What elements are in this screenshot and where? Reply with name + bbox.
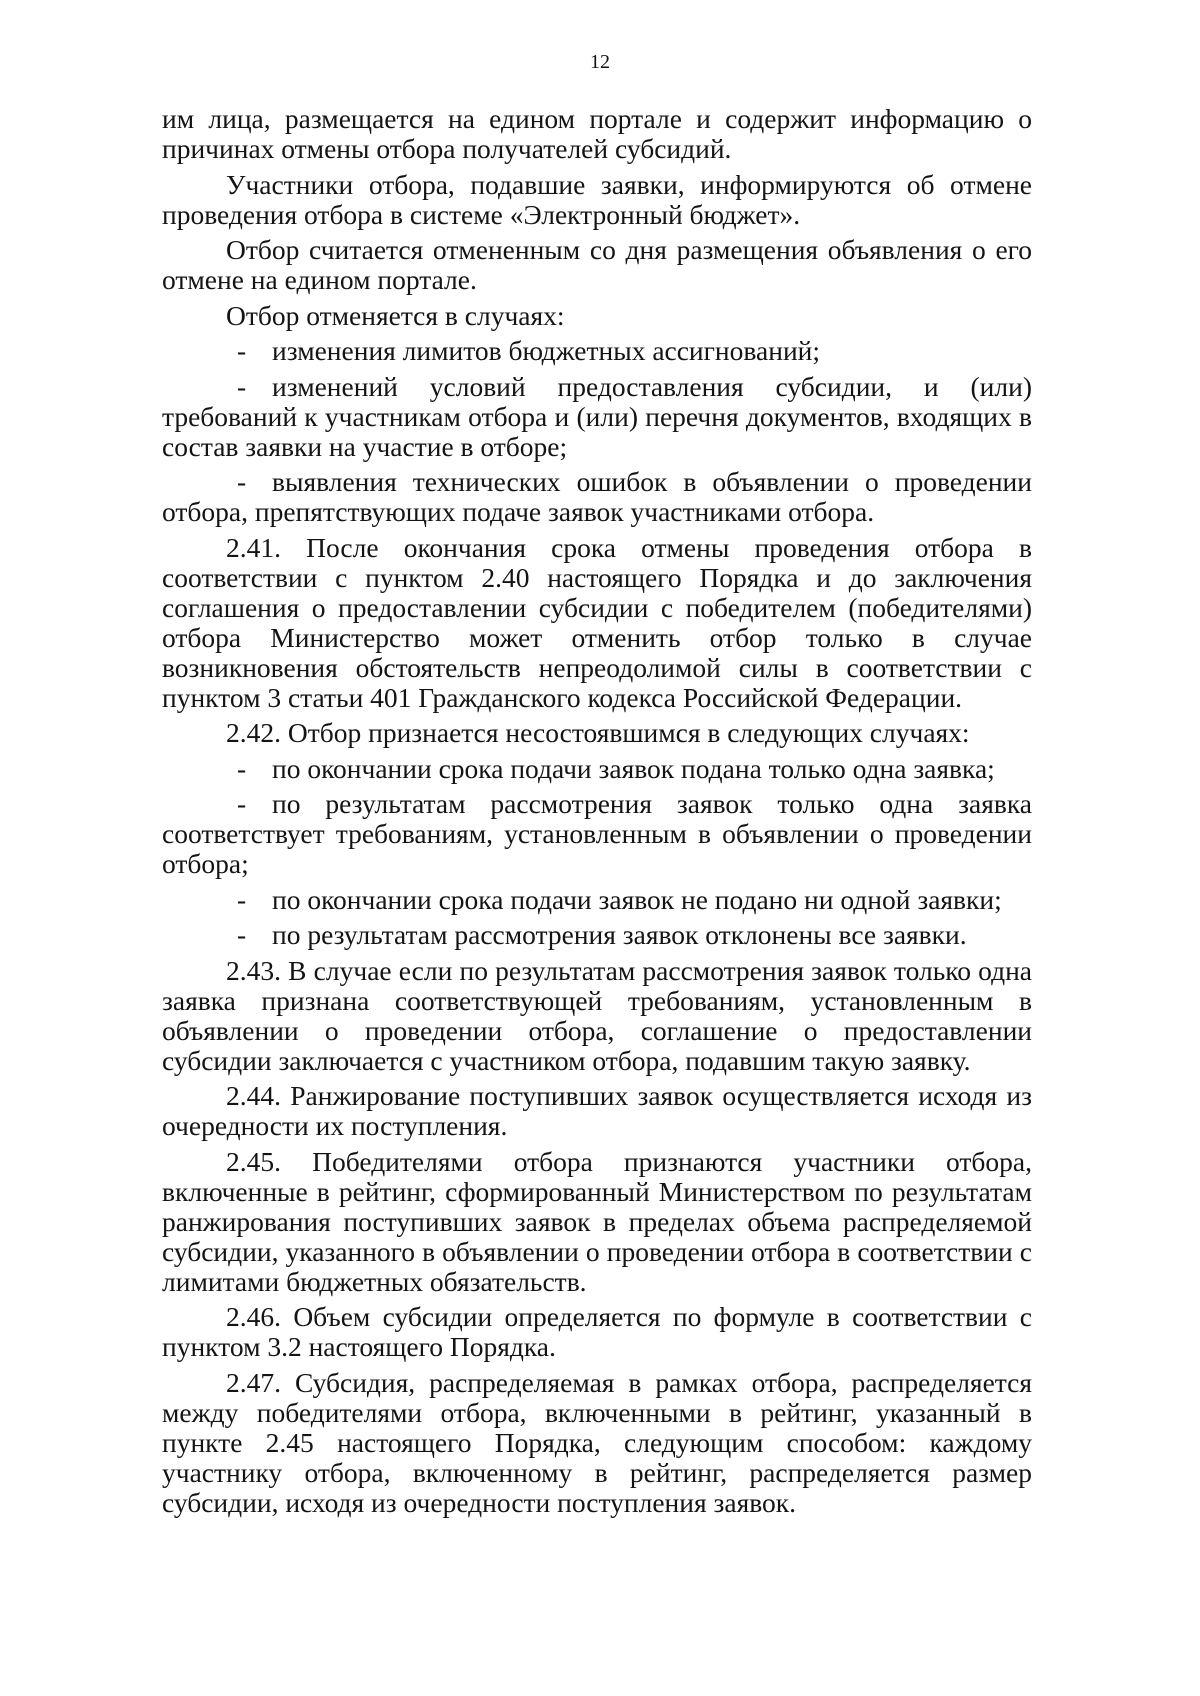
list-item — [162, 372, 1032, 462]
list-dash: - — [237, 335, 247, 366]
paragraph-text: 2.46. Объем субсидии определяется по формуле в соответствии с пунктом 3.2 настоящего Порядка. — [162, 1301, 1032, 1362]
paragraph-text: Отбор отменяется в случаях: — [226, 299, 565, 331]
list-dash: - — [237, 370, 247, 402]
list-item-text: по окончании срока подачи заявок не подано ни одной заявки; — [272, 883, 1002, 915]
list-dash: - — [237, 883, 247, 915]
paragraph-text: 2.45. Победителями отбора признаются участники отбора, включенные в рейтинг, сформированный Министерством по результатам ранжирования поступивших заявок в пределах объема распределяемой субсидии, указанного в объявлении о проведении отбора в соответствии с лимитами бюджетных обязательств. — [162, 1145, 1032, 1297]
paragraph-continuation — [162, 104, 1032, 164]
list-item-text: выявления технических ошибок в объявлении о проведении отбора, препятствующих подаче заявок участниками отбора. — [162, 466, 1032, 527]
list-dash: - — [237, 466, 247, 497]
paragraph — [162, 235, 1032, 295]
page-number: 12 — [590, 51, 610, 73]
list-item-text: изменения лимитов бюджетных ассигнований; — [272, 335, 821, 366]
list-item — [162, 920, 1032, 950]
paragraph — [162, 1081, 1032, 1141]
paragraph — [162, 1147, 1032, 1297]
paragraph — [162, 170, 1032, 230]
paragraph-text: им лица, размещается на едином портале и содержит информацию о причинах отмены отбора получателей субсидий. — [162, 103, 1032, 164]
list-item-text: изменений условий предоставления субсидии, и (или) требований к участникам отбора и (или) перечня документов, входящих в состав заявки на участие в отборе; — [162, 370, 1032, 462]
paragraph-text: 2.41. После окончания срока отмены проведения отбора в соответствии с пунктом 2.40 настоящего Порядка и до заключения соглашения о предоставлении субсидии с победителем (победителями) отбора Министерство может отменить отбор только в случае возникновения обстоятельств непреодолимой силы в соответствии с пунктом 3 статьи 401 Гражданского кодекса Российской Федерации. — [162, 531, 1032, 713]
paragraph-text: 2.43. В случае если по результатам рассмотрения заявок только одна заявка признана соответствующей требованиям, установленным в объявлении о проведении отбора, соглашение о предоставлении субсидии заключается с участником отбора, подавшим такую заявку. — [162, 954, 1032, 1076]
paragraph — [162, 718, 1032, 748]
document-body — [162, 104, 1032, 1523]
paragraph-text: 2.42. Отбор признается несостоявшимся в следующих случаях: — [226, 717, 970, 748]
paragraph — [162, 533, 1032, 713]
list-item-text: по окончании срока подачи заявок подана только одна заявка; — [272, 752, 995, 784]
paragraph-text: 2.44. Ранжирование поступивших заявок осуществляется исходя из очередности их поступления. — [162, 1080, 1032, 1141]
paragraph-text: Участники отбора, подавшие заявки, информируются об отмене проведения отбора в системе «Электронный бюджет». — [162, 168, 1032, 230]
paragraph — [162, 956, 1032, 1076]
paragraph — [162, 1302, 1032, 1362]
list-dash: - — [237, 788, 247, 819]
list-item-text: по результатам рассмотрения заявок только одна заявка соответствует требованиям, установленным в объявлении о проведении отбора; — [162, 788, 1032, 879]
list-item — [162, 885, 1032, 915]
list-item — [162, 789, 1032, 879]
paragraph-text: Отбор считается отмененным со дня размещения объявления о его отмене на едином портале. — [162, 234, 1032, 295]
list-item — [162, 754, 1032, 784]
list-dash: - — [237, 752, 247, 784]
list-item — [162, 467, 1032, 527]
paragraph-text: 2.47. Субсидия, распределяемая в рамках отбора, распределяется между победителями отбора, включенными в рейтинг, указанный в пункте 2.45 настоящего Порядка, следующим способом: каждому участнику отбора, включенному в рейтинг, распределяется размер субсидии, исходя из очередности поступления заявок. — [162, 1366, 1032, 1518]
list-item-text: по результатам рассмотрения заявок отклонены все заявки. — [272, 919, 967, 950]
paragraph — [162, 1368, 1032, 1518]
paragraph — [162, 301, 1032, 331]
list-dash: - — [237, 919, 247, 950]
list-item — [162, 336, 1032, 366]
